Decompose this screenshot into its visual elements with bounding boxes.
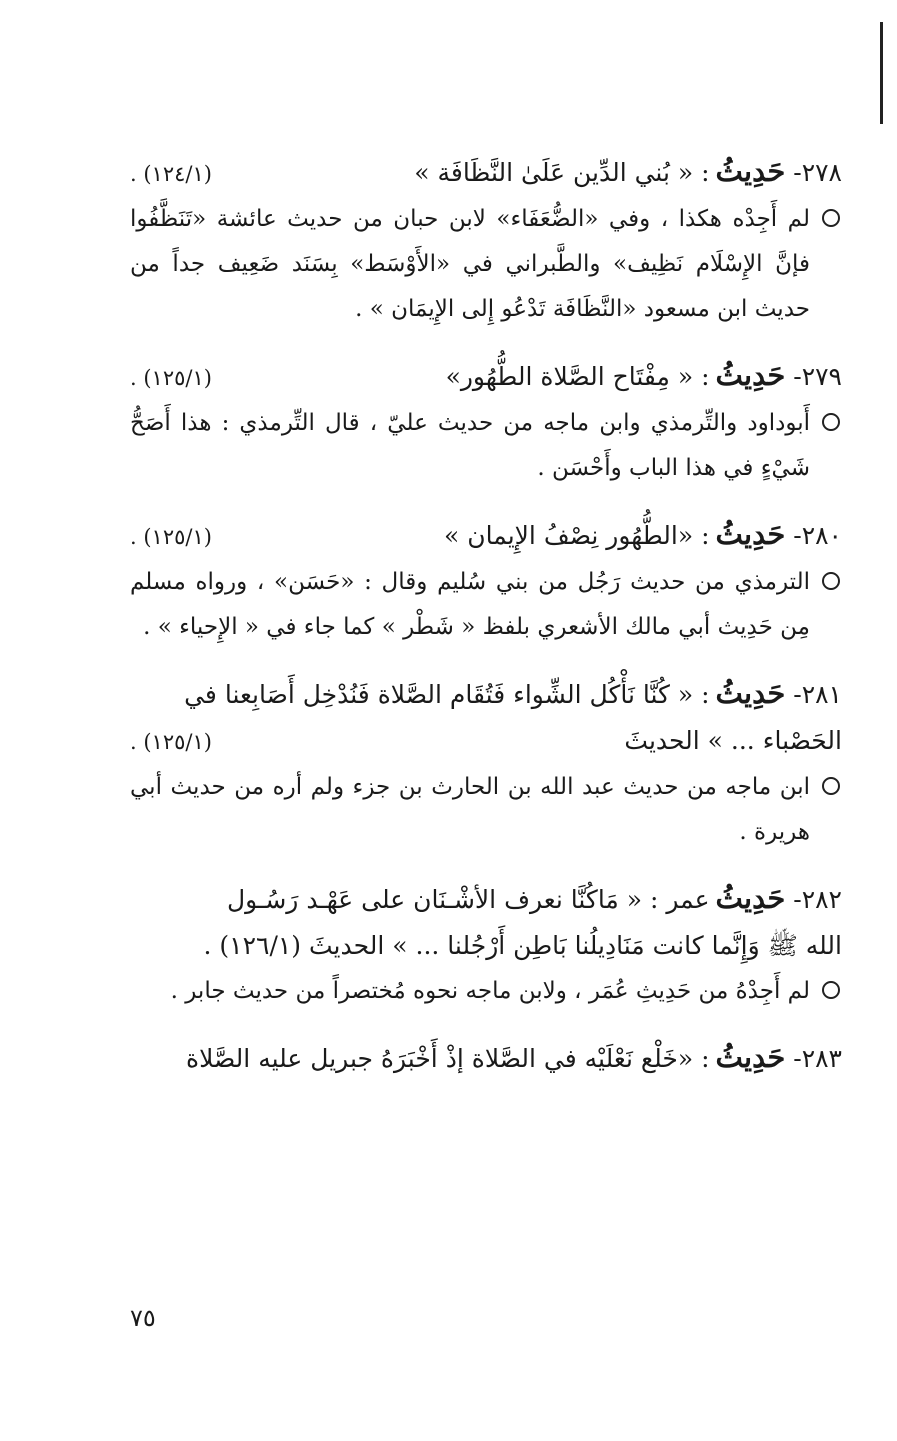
- entry-number: ٢٧٩-: [793, 362, 842, 391]
- entry-number: ٢٧٨-: [793, 158, 842, 187]
- entry-number: ٢٨٠-: [793, 521, 842, 550]
- hadith-text: عمر : « مَاكُنَّا نعرف الأشْـنَان على عَهْـد رَسُـول: [226, 885, 710, 914]
- takhrij-note: [130, 197, 842, 332]
- page-number: ٧٥: [130, 1304, 156, 1332]
- entry-heading: [130, 148, 842, 197]
- hadith-keyword: حَدِيثُ: [715, 1040, 786, 1074]
- entry-number: ٢٨٣-: [793, 1044, 842, 1073]
- hadith-keyword: حَدِيثُ: [715, 358, 786, 392]
- source-reference: (١٢٥/١) .: [130, 366, 212, 390]
- hadith-entry-278: [130, 148, 842, 332]
- note-text: ابن ماجه من حديث عبد الله بن الحارث بن جزء ولم أره من حديث أبي هريرة .: [130, 774, 810, 845]
- margin-rule: [880, 22, 883, 124]
- hadith-entry-281: [130, 670, 842, 855]
- entry-heading: [130, 670, 842, 718]
- source-reference: (١٢٥/١) .: [130, 730, 212, 754]
- entry-heading: [130, 1034, 842, 1082]
- hadith-text: : «خَلْع نَعْلَيْه في الصَّلاة إذْ أَخْبَرَهُ جبريل عليه الصَّلاة: [185, 1044, 710, 1073]
- note-text: أَبوداود والتِّرمذي وابن ماجه من حديث عليّ ، قال التِّرمذي : هذا أَصَحُّ شَيْءٍ في هذا الباب وأَحْسَن .: [130, 410, 810, 481]
- source-reference: (١٢٥/١) .: [130, 525, 212, 549]
- entry-heading: [130, 511, 842, 560]
- hadith-text: : « بُني الدِّين عَلَىٰ النَّظَافَة »: [414, 158, 710, 187]
- page-body: [130, 148, 842, 1102]
- entry-heading: [130, 352, 842, 401]
- hadith-text: : « كُنَّا نَأْكُل الشِّواء فَتُقَام الصَّلاة فَنُدْخِل أَصَابِعنا في: [184, 680, 710, 709]
- source-reference: (١٢٤/١) .: [130, 162, 212, 186]
- circle-marker-icon: [822, 209, 840, 227]
- takhrij-note: [130, 401, 842, 491]
- circle-marker-icon: [822, 572, 840, 590]
- hadith-text: : «الطُّهُور نِصْفُ الإِيمان »: [444, 521, 710, 550]
- entry-heading-continued: [130, 718, 842, 765]
- takhrij-note: [130, 560, 842, 650]
- hadith-text-continued: الحَصْباء ... » الحديثَ: [624, 726, 842, 755]
- takhrij-note: [130, 969, 842, 1014]
- circle-marker-icon: [822, 981, 840, 999]
- entry-number: ٢٨١-: [793, 680, 842, 709]
- hadith-entry-282: [130, 875, 842, 1014]
- hadith-keyword: حَدِيثُ: [715, 881, 786, 915]
- note-text: لم أَجِدْهُ من حَدِيثِ عُمَر ، ولابن ماجه نحوه مُختصراً من حديث جابر .: [170, 978, 810, 1004]
- hadith-text-continued: الله ﷺ وَإِنَّما كانت مَنَادِيلُنا بَاطِن أَرْجُلنا ... » الحديثَ (١٢٦/١) .: [203, 931, 842, 960]
- note-text: الترمذي من حديث رَجُل من بني سُليم وقال : «حَسَن» ، ورواه مسلم مِن حَدِيث أبي مالك الأشعري بلفظ « شَطْر » كما جاء في « الإِحياء » .: [130, 569, 810, 640]
- circle-marker-icon: [822, 413, 840, 431]
- hadith-keyword: حَدِيثُ: [715, 154, 786, 188]
- hadith-keyword: حَدِيثُ: [715, 517, 786, 551]
- entry-heading: [130, 875, 842, 923]
- note-text: لم أَجِدْه هكذا ، وفي «الضُّعَفَاء» لابن حبان من حديث عائشة «تَنَظَّفُوا فإنَّ الإِسْلَام نَظِيف» والطَّبراني في «الأَوْسَط» بِسَنَد ضَعِيف جداً من حديث ابن مسعود «النَّظَافَة تَدْعُو إِلى الإِيمَان » .: [130, 206, 810, 322]
- hadith-entry-279: [130, 352, 842, 491]
- entry-number: ٢٨٢-: [793, 885, 842, 914]
- entry-heading-continued: [130, 923, 842, 969]
- hadith-keyword: حَدِيثُ: [715, 676, 786, 710]
- hadith-entry-283: [130, 1034, 842, 1082]
- hadith-entry-280: [130, 511, 842, 650]
- circle-marker-icon: [822, 777, 840, 795]
- hadith-text: : « مِفْتَاح الصَّلاة الطُّهُور»: [445, 362, 710, 391]
- takhrij-note: [130, 765, 842, 855]
